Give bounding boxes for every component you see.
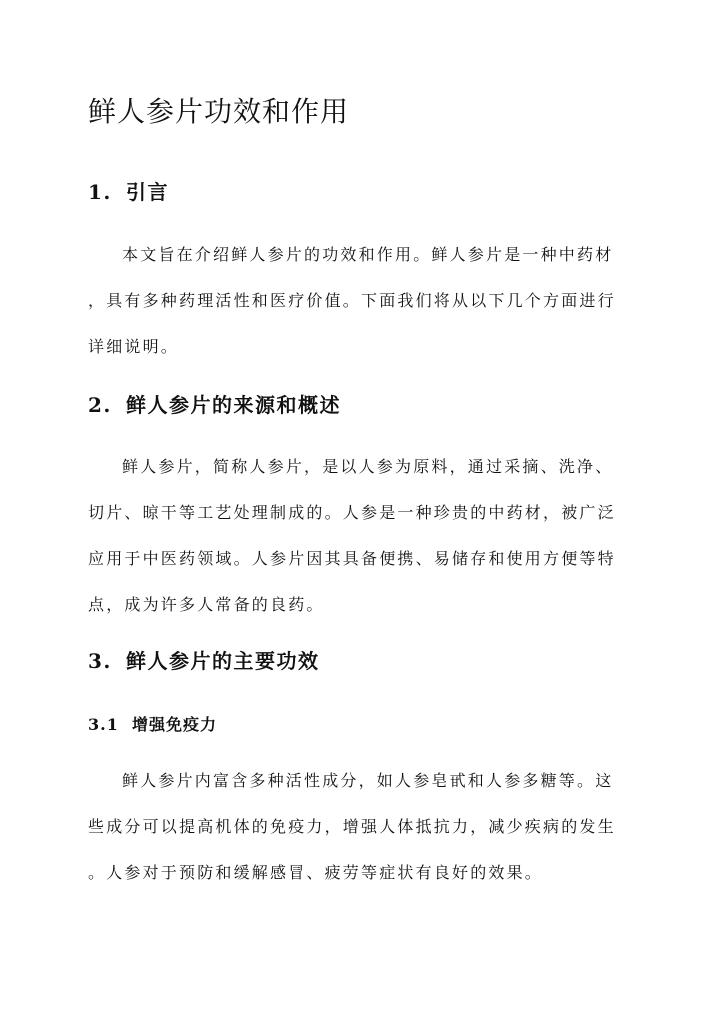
paragraph-line: 应用于中医药领域。人参片因其具备便携、易储存和使用方便等特 (88, 549, 616, 568)
paragraph-line: 些成分可以提高机体的免疫力，增强人体抵抗力，减少疾病的发生 (88, 817, 616, 836)
section-number: 2. (88, 393, 112, 417)
paragraph-immunity (88, 758, 632, 896)
subsection-number: 3.1 (88, 715, 119, 734)
paragraph-line: 。人参对于预防和缓解感冒、疲劳等症状有良好的效果。 (88, 863, 544, 882)
paragraph-source (88, 444, 632, 628)
subsection-title: 增强免疫力 (132, 715, 218, 734)
section-title: 鲜人参片的来源和概述 (126, 393, 341, 417)
section-title: 鲜人参片的主要功效 (126, 649, 320, 673)
paragraph-line: 点，成为许多人常备的良药。 (88, 595, 325, 614)
paragraph-intro (88, 232, 632, 370)
section-number: 3. (88, 649, 112, 673)
paragraph-line: ，具有多种药理活性和医疗价值。下面我们将从以下几个方面进行 (88, 291, 616, 310)
paragraph-line: 本文旨在介绍鲜人参片的功效和作用。鲜人参片是一种中药材 (122, 245, 614, 264)
page-title: 鲜人参片功效和作用 (88, 95, 350, 128)
section-heading-intro (88, 176, 169, 205)
section-title: 引言 (126, 180, 169, 204)
section-number: 1. (88, 180, 112, 204)
subsection-heading-immunity (88, 712, 217, 735)
paragraph-line: 鲜人参片内富含多种活性成分，如人参皂甙和人参多糖等。这 (122, 771, 614, 790)
section-heading-effects (88, 645, 320, 674)
paragraph-line: 详细说明。 (88, 337, 180, 356)
paragraph-line: 鲜人参片，简称人参片，是以人参为原料，通过采摘、洗净、 (122, 457, 614, 476)
section-heading-source (88, 389, 341, 418)
paragraph-line: 切片、晾干等工艺处理制成的。人参是一种珍贵的中药材，被广泛 (88, 503, 616, 522)
